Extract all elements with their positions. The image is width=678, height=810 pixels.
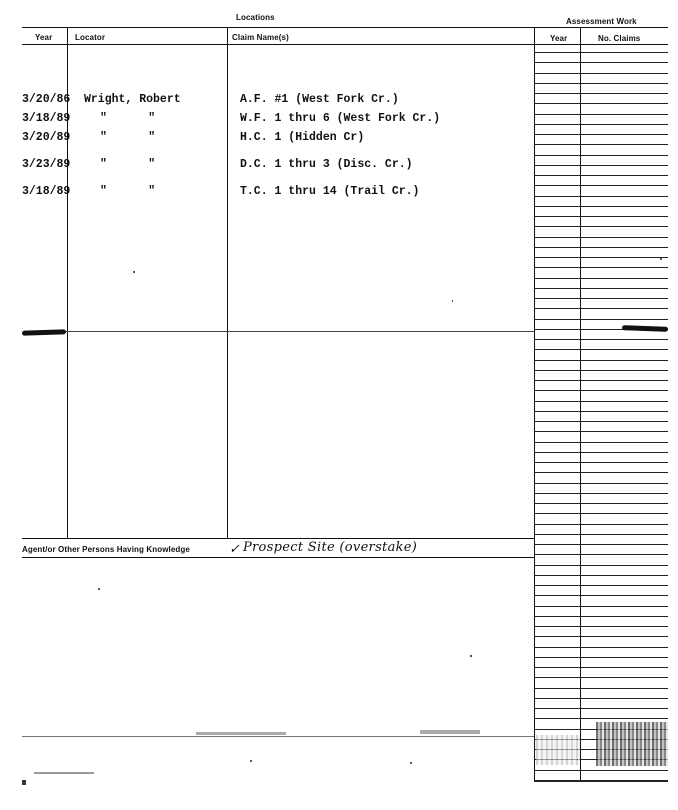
- assessment-grid-line: [534, 165, 668, 166]
- assessment-grid-line: [534, 544, 668, 545]
- agent-label: Agent/or Other Persons Having Knowledge: [22, 545, 190, 554]
- scan-speck: [660, 258, 662, 260]
- scan-speck: [133, 271, 135, 273]
- record-claim: T.C. 1 thru 14 (Trail Cr.): [240, 185, 420, 198]
- assessment-grid-line: [534, 390, 668, 391]
- assessment-grid-line: [534, 626, 668, 627]
- locator-claim-divider: [227, 27, 228, 538]
- record-year: 3/20/89: [22, 131, 71, 144]
- assessment-grid-line: [534, 442, 668, 443]
- assessment-grid-line: [534, 370, 668, 371]
- mid-divider: [64, 331, 534, 332]
- assessment-grid-line: [534, 401, 668, 402]
- assessment-grid-line: [534, 175, 668, 176]
- assessment-grid-line: [534, 688, 668, 689]
- assessment-grid-line: [534, 647, 668, 648]
- bottom-faint-rule: [22, 736, 534, 737]
- assessment-grid-line: [534, 124, 668, 125]
- assessment-grid-line: [534, 319, 668, 320]
- assessment-grid-line: [534, 155, 668, 156]
- assessment-grid-line: [534, 708, 668, 709]
- assessment-grid-line: [534, 278, 668, 279]
- assessment-year-column-header: Year: [550, 34, 568, 43]
- assessment-grid-line: [534, 185, 668, 186]
- agent-rule: [22, 557, 534, 558]
- scan-speck: [22, 780, 26, 785]
- assessment-year-claims-divider: [580, 27, 581, 782]
- assessment-grid-line: [534, 226, 668, 227]
- assessment-grid-line: [534, 452, 668, 453]
- assessment-grid-line: [534, 616, 668, 617]
- assessment-grid-line: [534, 462, 668, 463]
- assessment-grid-line: [534, 349, 668, 350]
- assessment-grid-line: [534, 483, 668, 484]
- assessment-grid-line: [534, 636, 668, 637]
- assessment-grid-line: [534, 73, 668, 74]
- scan-speck: [470, 655, 472, 657]
- assessment-grid-line: [534, 257, 668, 258]
- assessment-grid-line: [534, 770, 668, 771]
- scan-speck: [196, 732, 286, 735]
- assessment-grid-line: [534, 606, 668, 607]
- assessment-grid-line: [534, 493, 668, 494]
- assessment-grid-line: [534, 657, 668, 658]
- record-year: 3/18/89: [22, 185, 71, 198]
- assessment-grid-line: [534, 524, 668, 525]
- assessment-grid-line: [534, 421, 668, 422]
- assessment-grid-line: [534, 565, 668, 566]
- assessment-work-header: Assessment Work: [566, 17, 637, 26]
- assessment-grid-line: [534, 575, 668, 576]
- record-claim: W.F. 1 thru 6 (West Fork Cr.): [240, 112, 441, 125]
- record-year: 3/20/86: [22, 93, 71, 106]
- assessment-grid-line: [534, 667, 668, 668]
- assessment-grid-line: [534, 513, 668, 514]
- top-rule: [22, 27, 668, 28]
- assessment-grid-line: [534, 360, 668, 361]
- scan-speck: [98, 588, 100, 590]
- assessment-grid-line: [534, 134, 668, 135]
- record-claim: D.C. 1 thru 3 (Disc. Cr.): [240, 158, 413, 171]
- locations-bottom-rule: [22, 538, 534, 539]
- check-mark: ✓: [229, 542, 240, 557]
- locator-column-header: Locator: [75, 33, 106, 42]
- claim-assessment-divider: [534, 27, 535, 782]
- assessment-grid-line: [534, 411, 668, 412]
- assessment-bottom-rule: [534, 780, 668, 782]
- assessment-grid-line: [534, 472, 668, 473]
- assessment-grid-line: [534, 247, 668, 248]
- assessment-grid-line: [534, 216, 668, 217]
- scan-noise-block: [596, 722, 668, 766]
- assessment-grid-line: [534, 718, 668, 719]
- record-locator: " ": [100, 131, 156, 144]
- assessment-grid-line: [534, 308, 668, 309]
- assessment-grid-line: [534, 677, 668, 678]
- assessment-grid-line: [534, 503, 668, 504]
- assessment-grid-line: [534, 288, 668, 289]
- assessment-grid-line: [534, 83, 668, 84]
- assessment-grid-line: [534, 431, 668, 432]
- assessment-grid-line: [534, 698, 668, 699]
- record-locator: " ": [100, 112, 156, 125]
- assessment-grid-line: [534, 298, 668, 299]
- assessment-grid-line: [534, 554, 668, 555]
- record-locator: Wright, Robert: [84, 93, 181, 106]
- scan-speck: [452, 300, 453, 302]
- record-year: 3/18/89: [22, 112, 71, 125]
- right-marker-stroke: [622, 325, 668, 332]
- scan-speck: [420, 730, 480, 734]
- record-year: 3/23/89: [22, 158, 71, 171]
- assessment-grid-line: [534, 93, 668, 94]
- assessment-grid-line: [534, 103, 668, 104]
- assessment-grid-line: [534, 595, 668, 596]
- claim-names-column-header: Claim Name(s): [232, 33, 289, 42]
- handwritten-note: Prospect Site (overstake): [243, 540, 418, 555]
- scan-speck: [250, 760, 252, 762]
- assessment-grid-line: [534, 339, 668, 340]
- assessment-grid-line: [534, 534, 668, 535]
- scan-noise-block: [536, 735, 580, 765]
- year-column-header: Year: [35, 33, 53, 42]
- assessment-grid-line: [534, 52, 668, 53]
- assessment-grid-line: [534, 267, 668, 268]
- assessment-grid-line: [534, 196, 668, 197]
- assessment-grid-line: [534, 237, 668, 238]
- left-marker-stroke: [22, 329, 66, 336]
- no-claims-column-header: No. Claims: [598, 34, 641, 43]
- header-rule: [22, 44, 668, 45]
- assessment-grid-line: [534, 206, 668, 207]
- scan-speck: [34, 772, 94, 774]
- assessment-grid-line: [534, 114, 668, 115]
- assessment-grid-line: [534, 62, 668, 63]
- scan-speck: [410, 762, 412, 764]
- record-locator: " ": [100, 185, 156, 198]
- record-claim: H.C. 1 (Hidden Cr): [240, 131, 365, 144]
- assessment-grid-line: [534, 585, 668, 586]
- assessment-grid-line: [534, 144, 668, 145]
- locations-header: Locations: [236, 13, 275, 22]
- assessment-grid-line: [534, 380, 668, 381]
- record-locator: " ": [100, 158, 156, 171]
- record-claim: A.F. #1 (West Fork Cr.): [240, 93, 399, 106]
